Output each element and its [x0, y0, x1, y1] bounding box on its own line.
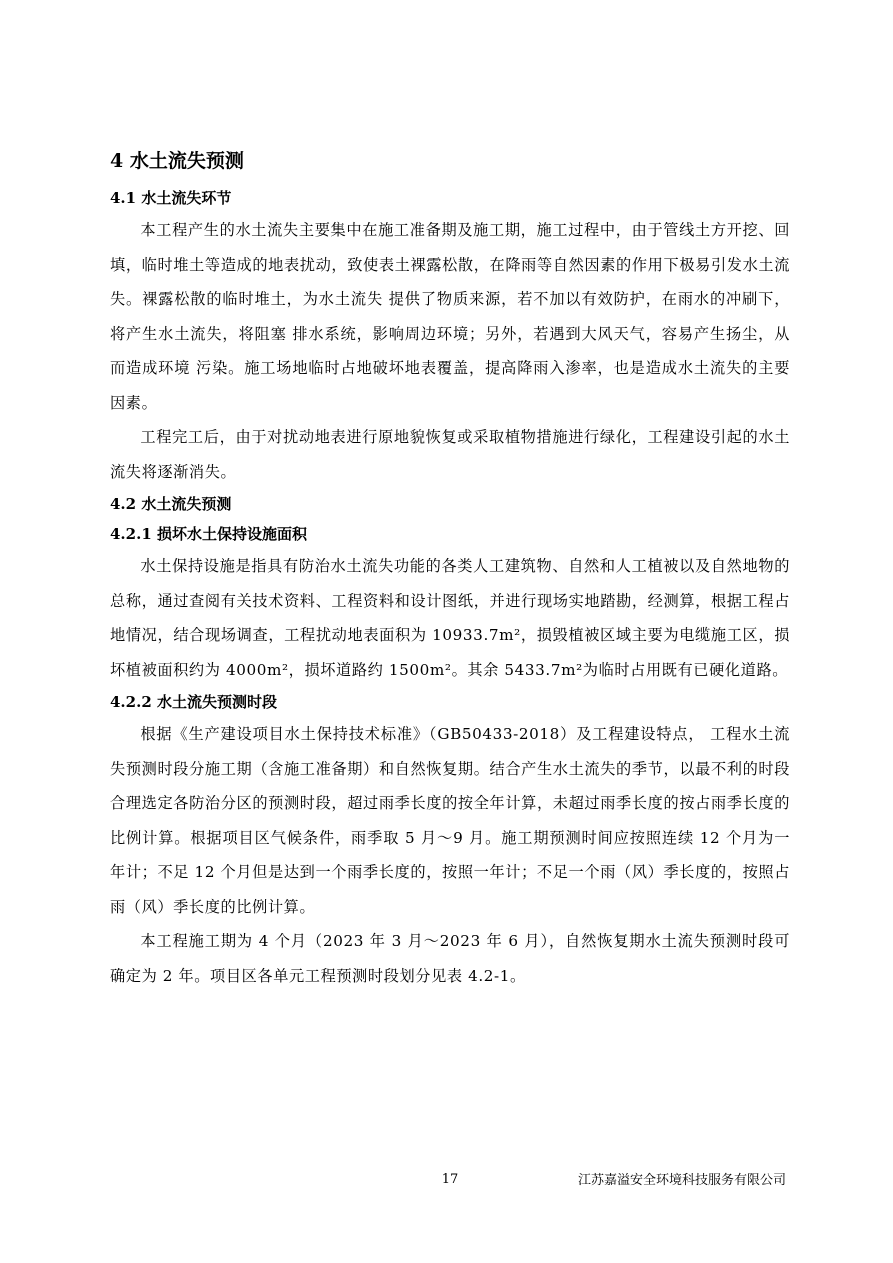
section-heading-4-1: 4.1 水土流失环节	[110, 189, 232, 207]
paragraph-erosion-sources: 本工程产生的水土流失主要集中在施工准备期及施工期，施工过程中，由于管线土方开挖、回填，临时堆土等造成的地表扰动，致使表土裸露松散，在降雨等自然因素的作用下极易引发水土流失。裸露松散的临时堆土，为水土流失 提供了物质来源，若不加以有效防护，在雨水的冲刷下，将产生水土流失，将阻塞 排水系统，影响周边环境；另外，若遇到大风天气，容易产生扬尘，从而造成环境 污染。施工场地临时占地破坏地表覆盖，提高降雨入渗率，也是造成水土流失的主要因素。	[110, 221, 790, 412]
page-content	[110, 143, 790, 993]
paragraph-prediction-period: 根据《生产建设项目水土保持技术标准》（GB50433-2018）及工程建设特点， 工程水土流失预测时段分施工期（含施工准备期）和自然恢复期。结合产生水土流失的季节，以最不利的时段合理选定各防治分区的预测时段，超过雨季长度的按全年计算，未超过雨季长度的按占雨季长度的比例计算。根据项目区气候条件，雨季取 5 月～9 月。施工期预测时间应按照连续 12 个月为一年计；不足 12 个月但是达到一个雨季长度的，按照一年计；不足一个雨（风）季长度的，按照占雨（风）季长度的比例计算。	[110, 725, 790, 916]
company-name: 江苏嘉溢安全环境科技服务有限公司	[577, 1173, 786, 1188]
subsection-heading-4-2-1: 4.2.1 损坏水土保持设施面积	[110, 525, 307, 543]
subsection-heading-4-2-2: 4.2.2 水土流失预测时段	[110, 693, 277, 711]
paragraph-construction-period: 本工程施工期为 4 个月（2023 年 3 月～2023 年 6 月），自然恢复期水土流失预测时段可确定为 2 年。项目区各单元工程预测时段划分见表 4.2-1。	[110, 932, 790, 985]
page-number: 17	[441, 1172, 459, 1187]
paragraph-damaged-area: 水土保持设施是指具有防治水土流失功能的各类人工建筑物、自然和人工植被以及自然地物的总称，通过查阅有关技术资料、工程资料和设计图纸，并进行现场实地踏勘，经测算，根据工程占地情况，结合现场调查，工程扰动地表面积为 10933.7m²，损毁植被区域主要为电缆施工区，损坏植被面积约为 4000m²，损坏道路约 1500m²。其余 5433.7m²为临时占用既有已硬化道路。	[110, 557, 790, 679]
section-heading-4-2: 4.2 水土流失预测	[110, 495, 232, 513]
paragraph-after-completion: 工程完工后，由于对扰动地表进行原地貌恢复或采取植物措施进行绿化，工程建设引起的水土流失将逐渐消失。	[110, 428, 790, 481]
chapter-heading: 4 水土流失预测	[110, 150, 244, 172]
